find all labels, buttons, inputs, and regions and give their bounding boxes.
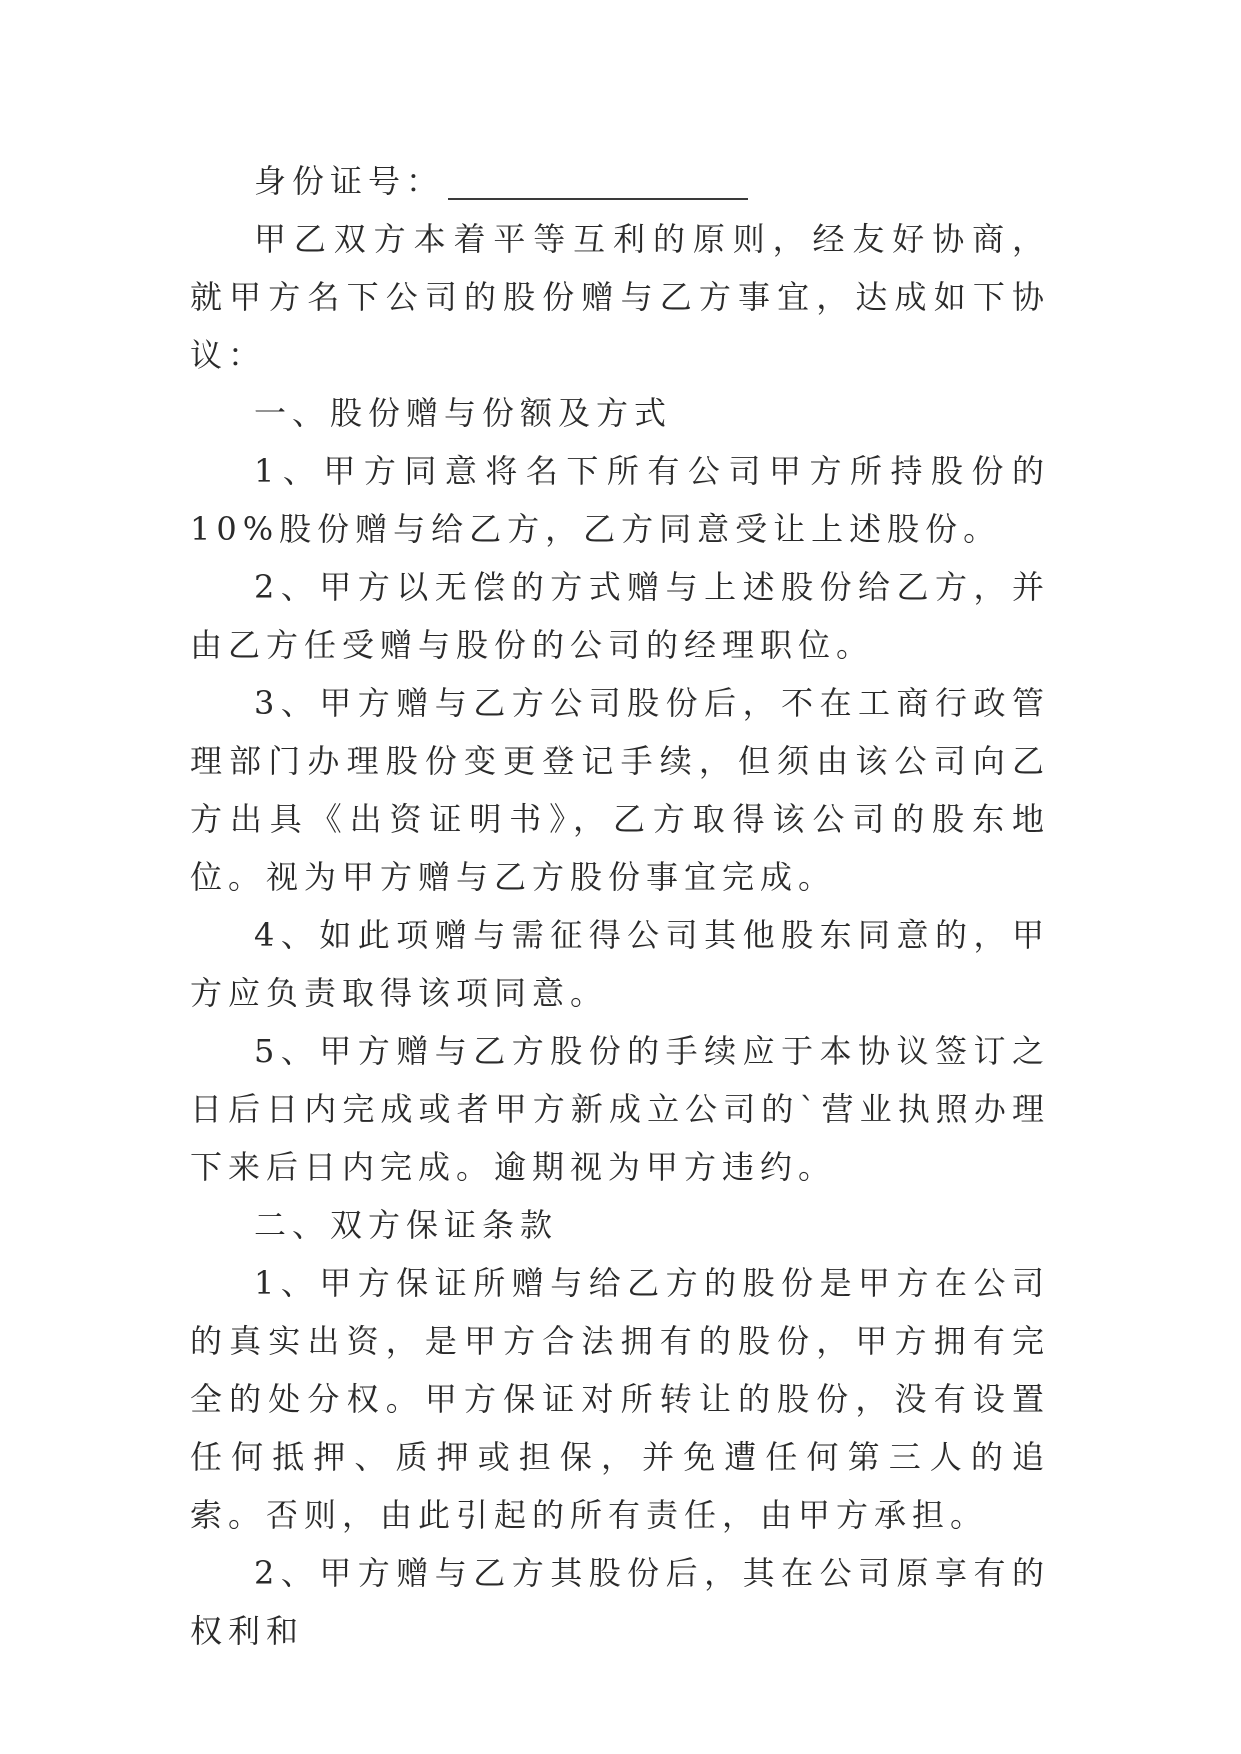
clause-1-5: 5、甲方赠与乙方股份的手续应于本协议签订之日后日内完成或者甲方新成立公司的`营业执照办理下来后日内完成。逾期视为甲方违约。: [190, 1032, 1050, 1186]
document-body: [190, 152, 1067, 1660]
section-heading-guarantees: 二、双方保证条款: [254, 1206, 559, 1244]
id-number-blank: [448, 162, 748, 200]
clause-2-2: 2、甲方赠与乙方其股份后，其在公司原享有的权利和: [190, 1554, 1050, 1650]
clause-1-4: 4、如此项赠与需征得公司其他股东同意的，甲方应负责取得该项同意。: [190, 916, 1050, 1012]
clause-1-3: 3、甲方赠与乙方公司股份后，不在工商行政管理部门办理股份变更登记手续，但须由该公司向乙方出具《出资证明书》，乙方取得该公司的股东地位。视为甲方赠与乙方股份事宜完成。: [190, 684, 1050, 896]
clause-1-2: 2、甲方以无偿的方式赠与上述股份给乙方，并由乙方任受赠与股份的公司的经理职位。: [190, 568, 1050, 664]
id-number-label: 身份证号：: [254, 162, 445, 200]
clause-1-1: 1、甲方同意将名下所有公司甲方所持股份的 10%股份赠与给乙方，乙方同意受让上述股份。: [190, 452, 1067, 548]
section-heading-gift-shares: 一、股份赠与份额及方式: [254, 394, 673, 432]
id-number-line: [190, 152, 1050, 210]
clause-2-1: 1、甲方保证所赠与给乙方的股份是甲方在公司的真实出资，是甲方合法拥有的股份，甲方拥有完全的处分权。甲方保证对所转让的股份，没有设置任何抵押、质押或担保，并免遭任何第三人的追索。否则，由此引起的所有责任，由甲方承担。: [190, 1264, 1050, 1534]
paragraph-intro: 甲乙双方本着平等互利的原则，经友好协商，就甲方名下公司的股份赠与乙方事宜，达成如下协议：: [190, 220, 1050, 374]
